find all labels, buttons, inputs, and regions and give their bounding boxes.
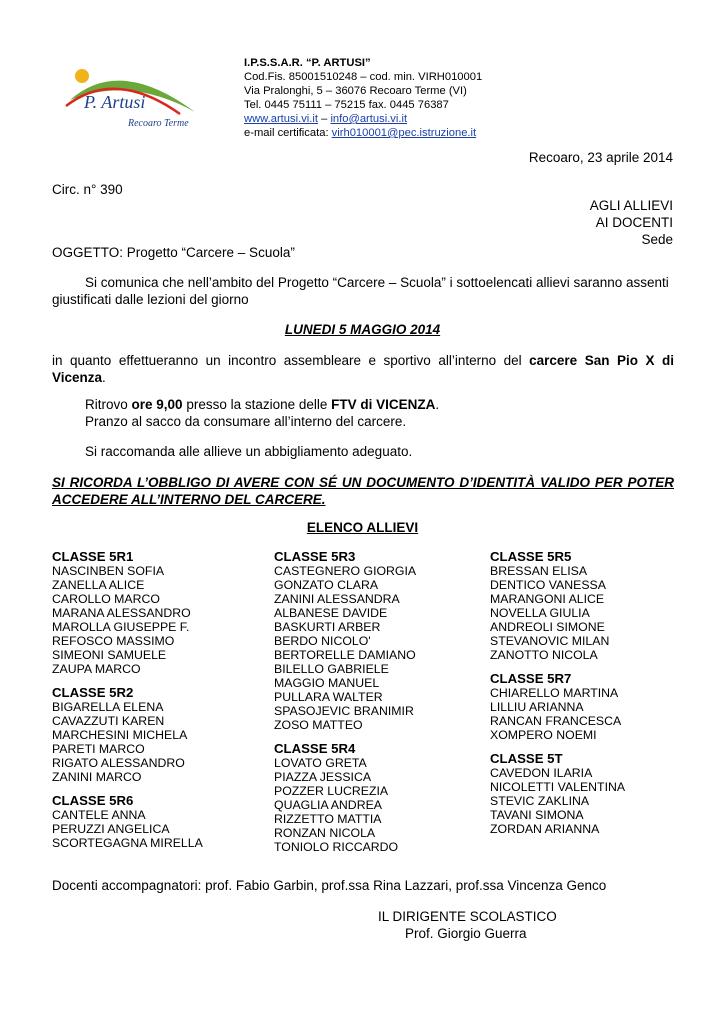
student-name: MAROLLA GIUSEPPE F.: [52, 620, 190, 634]
student-name: ZANELLA ALICE: [52, 578, 145, 592]
student-name: PULLARA WALTER: [274, 690, 383, 704]
student-name: PARETI MARCO: [52, 742, 145, 756]
student-name: GONZATO CLARA: [274, 578, 379, 592]
student-name: QUAGLIA ANDREA: [274, 798, 382, 812]
student-name: CHIARELLO MARTINA: [490, 686, 619, 700]
student-name: TAVANI SIMONA: [490, 808, 584, 822]
student-name: CASTEGNERO GIORGIA: [274, 564, 417, 578]
letter-date: Recoaro, 23 aprile 2014: [528, 150, 673, 165]
signer-name: Prof. Giorgio Guerra: [405, 926, 527, 941]
student-name: LILLIU ARIANNA: [490, 700, 584, 714]
circular-number: Circ. n° 390: [52, 182, 123, 197]
logistics-paragraph: [85, 396, 439, 430]
student-name: SPASOJEVIC BRANIMIR: [274, 704, 414, 718]
student-name: NASCINBEN SOFIA: [52, 564, 165, 578]
student-name: REFOSCO MASSIMO: [52, 634, 175, 648]
student-name: BERTORELLE DAMIANO: [274, 648, 416, 662]
school-address: Via Pralonghi, 5 – 36076 Recoaro Terme (VI): [244, 85, 467, 97]
purpose-end: .: [102, 370, 106, 385]
class-column: [490, 549, 625, 836]
logo-subtext: Recoaro Terme: [128, 118, 189, 129]
meeting-text: Ritrovo: [85, 397, 132, 412]
meeting-text-mid: presso la stazione delle: [182, 397, 332, 412]
student-name: PERUZZI ANGELICA: [52, 822, 170, 836]
student-name: BERDO NICOLO': [274, 634, 371, 648]
pec-label: e-mail certificata:: [244, 127, 332, 139]
recipients: [590, 197, 673, 248]
class-column: [52, 549, 203, 850]
student-name: RIGATO ALESSANDRO: [52, 756, 185, 770]
student-name: ZORDAN ARIANNA: [490, 822, 600, 836]
student-name: BRESSAN ELISA: [490, 564, 588, 578]
student-name: CAVEDON ILARIA: [490, 766, 593, 780]
pec-link[interactable]: virh010001@pec.istruzione.it: [331, 127, 477, 139]
event-day: LUNEDI 5 MAGGIO 2014: [284, 322, 441, 337]
students-list-title: ELENCO ALLIEVI: [306, 520, 419, 535]
student-name: POZZER LUCREZIA: [274, 784, 389, 798]
prison-name: carcere San Pio X di Vicenza: [52, 353, 674, 385]
purpose-paragraph: [52, 352, 674, 386]
email-link[interactable]: info@artusi.vi.it: [330, 113, 408, 125]
student-name: CANTELE ANNA: [52, 808, 146, 822]
signature-block: [378, 908, 557, 942]
student-name: ZAUPA MARCO: [52, 662, 141, 676]
intro-text: Si comunica che nell’ambito del Progetto “Carcere – Scuola” i sottoelencati allievi saranno assenti giustificati dalle lezioni del giorno: [52, 275, 669, 307]
student-name: BIGARELLA ELENA: [52, 700, 164, 714]
class-heading: CLASSE 5R6: [52, 793, 134, 808]
student-name: RONZAN NICOLA: [274, 826, 376, 840]
student-name: NOVELLA GIULIA: [490, 606, 590, 620]
class-heading: CLASSE 5R4: [274, 741, 356, 756]
class-heading: CLASSE 5R7: [490, 671, 572, 686]
student-name: MAGGIO MANUEL: [274, 676, 380, 690]
school-header: [244, 56, 482, 140]
meeting-time: ore 9,00: [131, 397, 183, 412]
student-name: STEVANOVIC MILAN: [490, 634, 610, 648]
logo-text: P. Artusi: [84, 92, 146, 112]
school-logo: [60, 62, 210, 134]
recipient-line: Sede: [641, 232, 673, 247]
student-name: MARANA ALESSANDRO: [52, 606, 191, 620]
student-name: PIAZZA JESSICA: [274, 770, 372, 784]
class-heading: CLASSE 5R1: [52, 549, 134, 564]
student-name: ZANINI MARCO: [52, 770, 142, 784]
school-name: I.P.S.S.A.R. “P. ARTUSI”: [244, 57, 371, 69]
accompanying-teachers: Docenti accompagnatori: prof. Fabio Garbin, prof.ssa Rina Lazzari, prof.ssa Vincenza Genco: [52, 878, 607, 893]
student-name: TONIOLO RICCARDO: [274, 840, 399, 854]
student-name: BILELLO GABRIELE: [274, 662, 389, 676]
link-separator: –: [317, 113, 331, 125]
student-name: MARANGONI ALICE: [490, 592, 605, 606]
student-name: SIMEONI SAMUELE: [52, 648, 167, 662]
clothing-note: Si raccomanda alle allieve un abbigliamento adeguato.: [85, 444, 413, 459]
class-heading: CLASSE 5T: [490, 751, 563, 766]
student-name: STEVIC ZAKLINA: [490, 794, 590, 808]
student-name: ANDREOLI SIMONE: [490, 620, 605, 634]
class-heading: CLASSE 5R2: [52, 685, 134, 700]
student-name: BASKURTI ARBER: [274, 620, 381, 634]
intro-paragraph: [52, 274, 674, 308]
recipient-line: AGLI ALLIEVI: [589, 198, 673, 213]
student-name: XOMPERO NOEMI: [490, 728, 597, 742]
signer-title: IL DIRIGENTE SCOLASTICO: [378, 909, 557, 924]
student-name: LOVATO GRETA: [274, 756, 367, 770]
student-name: ZANOTTO NICOLA: [490, 648, 598, 662]
student-name: CAROLLO MARCO: [52, 592, 160, 606]
purpose-text: in quanto effettueranno un incontro assembleare e sportivo all’interno del: [52, 353, 530, 368]
student-name: ZANINI ALESSANDRA: [274, 592, 400, 606]
recipient-line: AI DOCENTI: [595, 215, 673, 230]
student-name: ZOSO MATTEO: [274, 718, 363, 732]
meeting-place: FTV di VICENZA: [331, 397, 436, 412]
class-column: [274, 549, 416, 854]
student-name: SCORTEGAGNA MIRELLA: [52, 836, 203, 850]
student-name: MARCHESINI MICHELA: [52, 728, 188, 742]
student-name: CAVAZZUTI KAREN: [52, 714, 165, 728]
lunch-note: Pranzo al sacco da consumare all’interno del carcere.: [85, 414, 407, 429]
student-name: ALBANESE DAVIDE: [274, 606, 388, 620]
id-warning: SI RICORDA L’OBBLIGO DI AVERE CON SÉ UN DOCUMENTO D’IDENTITÀ VALIDO PER POTER ACCEDERE ALL’INTERNO DEL CARCERE.: [52, 475, 674, 507]
class-heading: CLASSE 5R3: [274, 549, 356, 564]
student-name: RIZZETTO MATTIA: [274, 812, 382, 826]
student-name: NICOLETTI VALENTINA: [490, 780, 626, 794]
school-codfis: Cod.Fis. 85001510248 – cod. min. VIRH010001: [244, 71, 483, 83]
student-name: DENTICO VANESSA: [490, 578, 606, 592]
class-heading: CLASSE 5R5: [490, 549, 572, 564]
subject-line: OGGETTO: Progetto “Carcere – Scuola”: [52, 245, 295, 260]
meeting-text-end: .: [435, 397, 440, 412]
website-link[interactable]: www.artusi.vi.it: [244, 113, 318, 125]
school-phone: Tel. 0445 75111 – 75215 fax. 0445 76387: [244, 99, 449, 111]
student-name: RANCAN FRANCESCA: [490, 714, 622, 728]
